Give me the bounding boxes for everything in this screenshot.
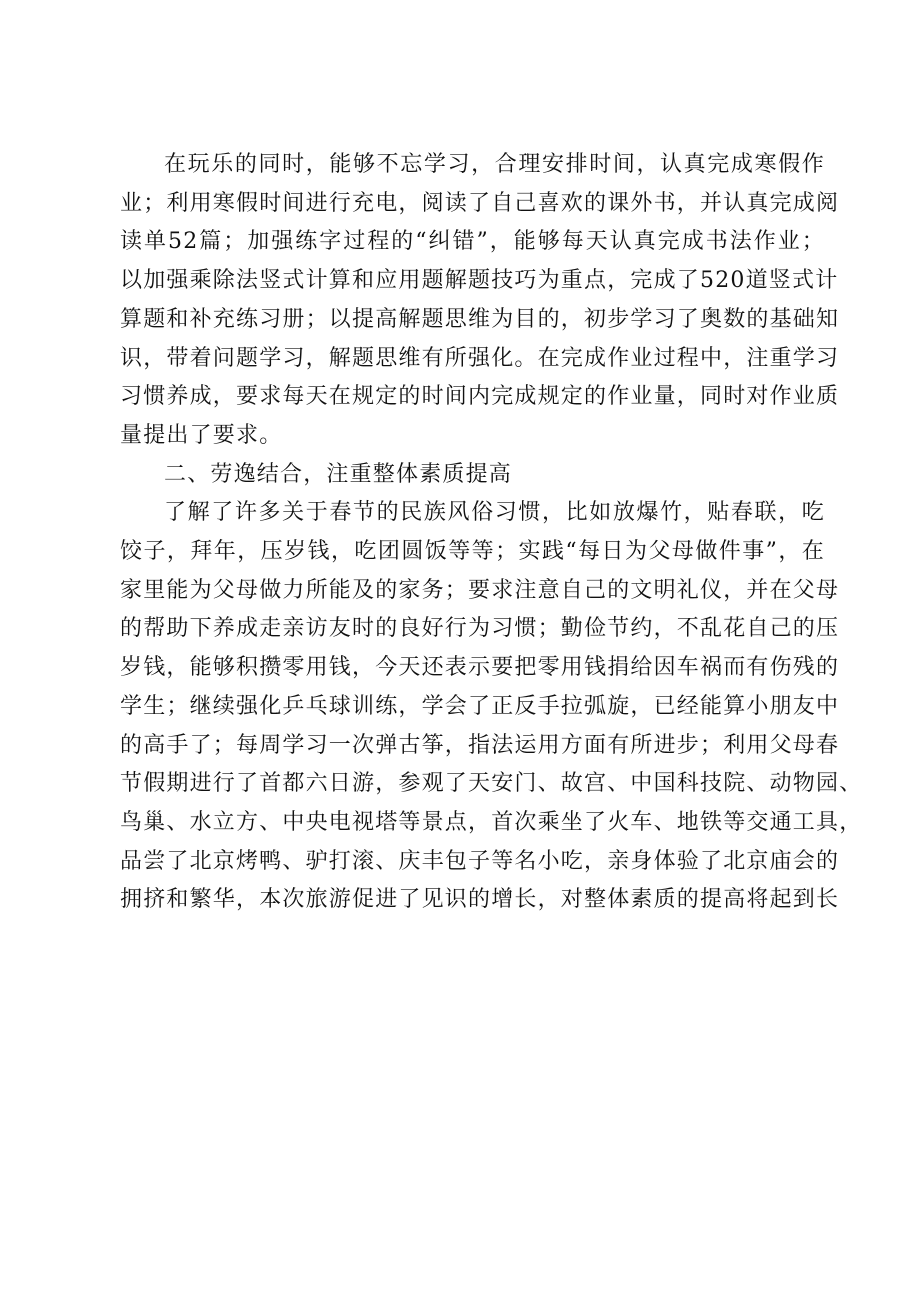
text-line: 拥挤和繁华，本次旅游促进了见识的增长，对整体素质的提高将起到长 (120, 887, 840, 913)
text-line: 的高手了；每周学习一次弹古筝，指法运用方面有所进步；利用父母春 (120, 732, 840, 758)
paragraph-activities (120, 494, 863, 920)
text-line: 的帮助下养成走亲访友时的良好行为习惯；勤俭节约，不乱花自己的压 (120, 616, 840, 642)
text-line: 量提出了要求。 (120, 422, 283, 448)
text-line: 岁钱，能够积攒零用钱，今天还表示要把零用钱捐给因车祸而有伤残的 (120, 655, 840, 681)
text-line: 饺子，拜年，压岁钱，吃团圆饭等等；实践“每日为父母做件事”，在 (120, 539, 825, 565)
text-line: 品尝了北京烤鸭、驴打滚、庆丰包子等名小吃，亲身体验了北京庙会的 (120, 848, 840, 874)
text-line: 习惯养成，要求每天在规定的时间内完成规定的作业量，同时对作业质 (120, 384, 840, 410)
heading-text: 二、劳逸结合，注重整体素质提高 (164, 461, 513, 487)
text-line: 了解了许多关于春节的民族风俗习惯，比如放爆竹，贴春联，吃 (164, 500, 825, 526)
text-line: 业；利用寒假时间进行充电，阅读了自己喜欢的课外书，并认真完成阅 (120, 190, 840, 216)
text-line: 节假期进行了首都六日游，参观了天安门、故宫、中国科技院、动物园、 (120, 771, 863, 797)
text-line: 算题和补充练习册；以提高解题思维为目的，初步学习了奥数的基础知 (120, 306, 840, 332)
text-line: 读单52篇；加强练字过程的“纠错”，能够每天认真完成书法作业； (120, 229, 825, 255)
paragraph-study (120, 146, 840, 456)
text-line: 识，带着问题学习，解题思维有所强化。在完成作业过程中，注重学习 (120, 345, 840, 371)
text-line: 以加强乘除法竖式计算和应用题解题技巧为重点，完成了520道竖式计 (120, 268, 839, 294)
section-heading (120, 456, 825, 495)
text-line: 学生；继续强化乒乓球训练，学会了正反手拉弧旋，已经能算小朋友中 (120, 693, 840, 719)
document-body (120, 146, 863, 920)
text-line: 鸟巢、水立方、中央电视塔等景点，首次乘坐了火车、地铁等交通工具， (120, 809, 863, 835)
text-line: 在玩乐的同时，能够不忘学习，合理安排时间，认真完成寒假作 (164, 152, 825, 177)
text-line: 家里能为父母做力所能及的家务；要求注意自己的文明礼仪，并在父母 (120, 577, 840, 603)
